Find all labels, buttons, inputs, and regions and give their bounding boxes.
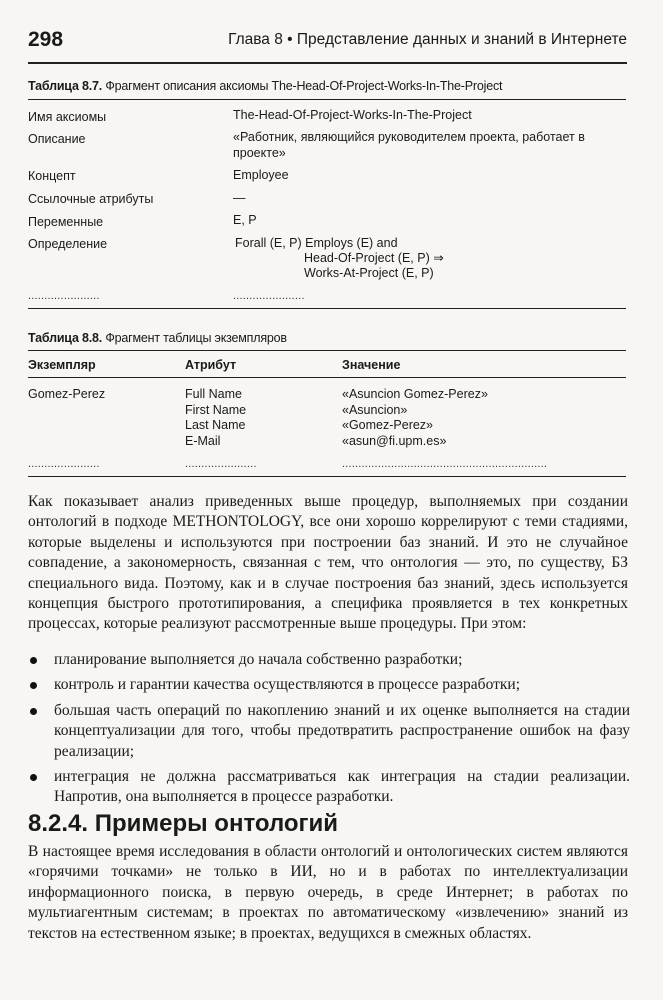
variables-value: E, P xyxy=(233,213,257,227)
table-8-8-caption-text: Фрагмент таблицы экземпляров xyxy=(105,331,287,345)
table-8-7-caption-number: Таблица 8.7. xyxy=(28,79,103,93)
table-8-8-top-rule xyxy=(28,350,626,351)
bullet-dot xyxy=(30,774,37,781)
value-full-name: «Asuncion Gomez-Perez» xyxy=(342,387,488,401)
bullet-item xyxy=(28,650,630,670)
bullet-item xyxy=(28,675,630,695)
definition-line-2: Head-Of-Project (E, P) ⇒ xyxy=(304,251,444,265)
table-8-8-caption xyxy=(28,331,287,345)
attribute-first-name: First Name xyxy=(185,402,247,417)
values-cell xyxy=(342,386,488,448)
section-heading: 8.2.4. Примеры онтологий xyxy=(28,810,339,837)
definition-line-3: Works-At-Project (E, P) xyxy=(304,266,434,280)
table-8-7-ellipsis-right: ...................... xyxy=(233,290,305,302)
value-first-name: «Asuncion» xyxy=(342,402,408,417)
paragraph-methontology: Как показывает анализ приведенных выше процедур, выполняемых при создании онтологий в подходе METHONTOLOGY, все они хорошо коррелируют с теми стадиями, которые выделены и используются при построении баз знаний. И это не случайное совпадение, а закономерность, связанная с тем, что онтология — это, по существу, БЗ специального вида. Поэтому, как и в случае построения баз знаний, здесь используется концепция быстрого прототипирования, а специфика проявляется в тех конкретных процессах, которые реализуют рассмотренные выше процедуры. При этом: xyxy=(28,493,628,633)
bullet-dot xyxy=(30,657,37,664)
bullet-text: контроль и гарантии качества осуществляются в процессе разработки; xyxy=(54,676,521,694)
ref-attributes-value: — xyxy=(233,191,246,205)
value-email: «asun@fi.upm.es» xyxy=(342,433,447,448)
definition-label: Определение xyxy=(28,237,108,251)
bullet-text: большая часть операций по накоплению знаний и их оценке выполняется на стадии концептуализации для того, чтобы предотвратить распространение ошибок на фазу реализации; xyxy=(54,701,630,760)
page-number: 298 xyxy=(28,28,64,51)
procedure-bullet-list xyxy=(28,650,630,813)
concept-value: Employee xyxy=(233,168,289,182)
table-8-8-bottom-rule xyxy=(28,476,626,477)
table-8-8-header-rule xyxy=(28,377,626,378)
bullet-text: планирование выполняется до начала собственно разработки; xyxy=(54,651,463,668)
table-8-7-top-rule xyxy=(28,99,626,100)
table-8-8-ellipsis-attribute: ...................... xyxy=(185,458,257,470)
column-header-instance: Экземпляр xyxy=(28,358,96,372)
column-header-value: Значение xyxy=(342,358,401,372)
running-header xyxy=(28,28,627,64)
bullet-text: интеграция не должна рассматриваться как интеграция на стадии реализации. Напротив, она выполняется в процессе разработки. xyxy=(54,768,630,806)
description-value: «Работник, являющийся руководителем проекта, работает в проекте» xyxy=(233,130,585,160)
ref-attributes-label: Ссылочные атрибуты xyxy=(28,192,154,206)
bullet-dot xyxy=(30,682,37,689)
axiom-name-label: Имя аксиомы xyxy=(28,110,107,124)
table-8-8-ellipsis-value: ............................................................... xyxy=(342,458,548,470)
variables-label: Переменные xyxy=(28,215,104,229)
bullet-item xyxy=(28,701,630,762)
column-header-attribute: Атрибут xyxy=(185,358,237,372)
table-8-8-ellipsis-instance: ...................... xyxy=(28,458,100,470)
table-8-7-ellipsis-left: ...................... xyxy=(28,290,100,302)
attributes-cell xyxy=(185,386,246,448)
concept-label: Концепт xyxy=(28,169,76,183)
table-8-7-caption-text: Фрагмент описания аксиомы The-Head-Of-Project-Works-In-The-Project xyxy=(105,79,503,93)
axiom-name-value: The-Head-Of-Project-Works-In-The-Project xyxy=(233,108,472,122)
running-title: Глава 8 • Представление данных и знаний в Интернете xyxy=(228,31,627,48)
value-last-name: «Gomez-Perez» xyxy=(342,418,434,432)
description-label: Описание xyxy=(28,132,86,146)
attribute-email: E-Mail xyxy=(185,433,221,448)
paragraph-ontology-examples: В настоящее время исследования в области онтологий и онтологических систем являются «горячими точками» не только в ИИ, но и в работах по интеллектуализации информационного поиска, в первую очередь, в среде Интернет; в работах по мультиагентным системам; в проектах по автоматическому «извлечению» знаний из текстов на естественном языке; в проектах, ведущихся в смежных областях. xyxy=(28,843,628,942)
bullet-dot xyxy=(30,708,37,715)
table-8-7-bottom-rule xyxy=(28,308,626,309)
bullet-item xyxy=(28,767,630,808)
definition-line-1: Forall (E, P) Employs (E) and xyxy=(235,236,398,250)
table-8-7-caption xyxy=(28,79,502,93)
attribute-last-name: Last Name xyxy=(185,418,246,432)
table-8-8-caption-number: Таблица 8.8. xyxy=(28,331,103,345)
attribute-full-name: Full Name xyxy=(185,387,242,401)
instance-cell: Gomez-Perez xyxy=(28,387,106,401)
